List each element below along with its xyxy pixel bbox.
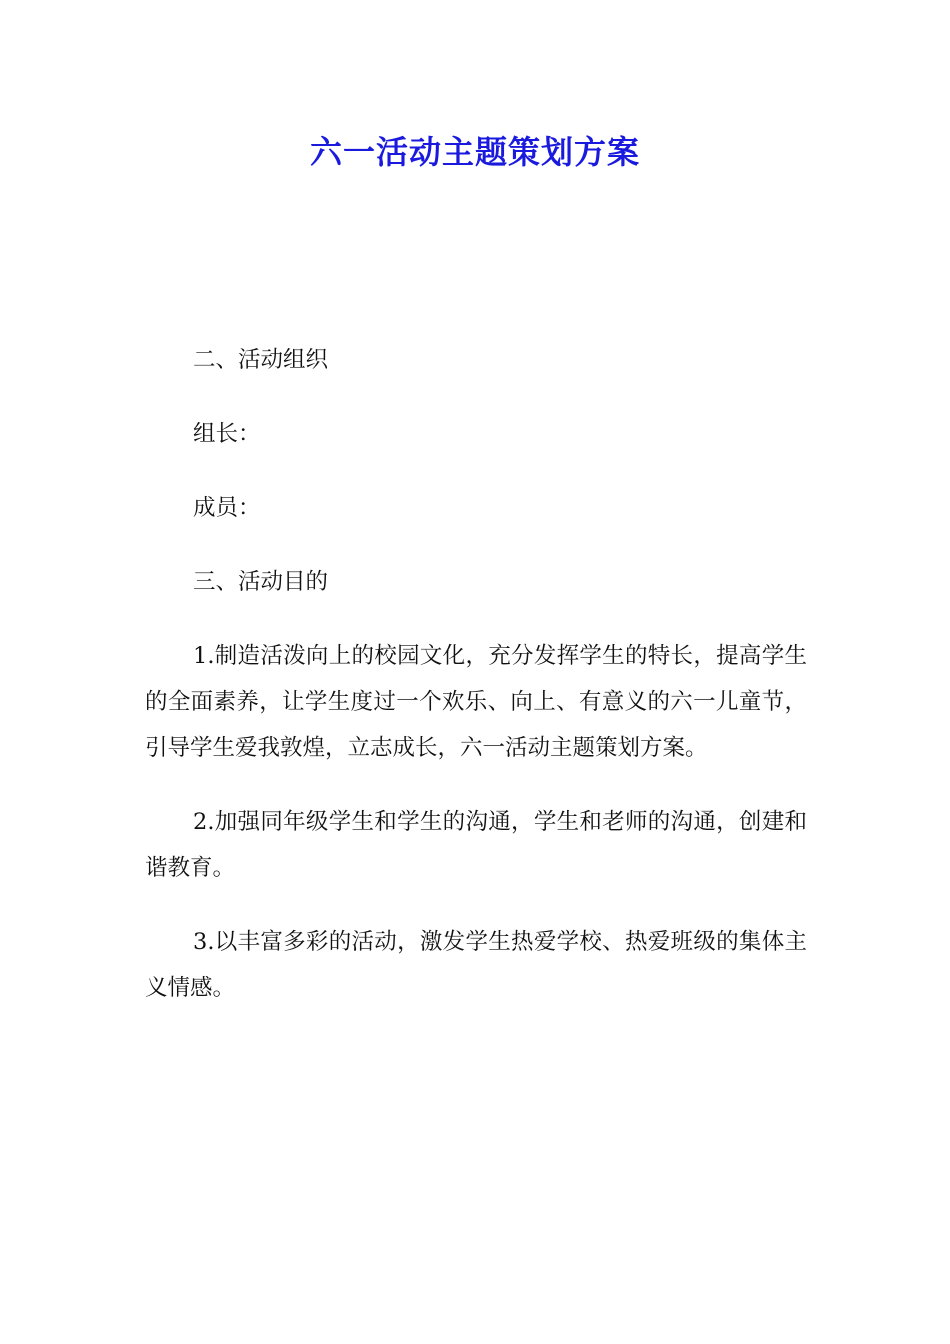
group-leader-line: 组长： <box>193 421 261 447</box>
purpose-item-1: 1.制造活泼向上的校园文化，充分发挥学生的特长，提高学生的全面素养，让学生度过一个欢乐、向上、有意义的六一儿童节，引导学生爱我敦煌，立志成长，六一活动主题策划方案。 <box>145 643 807 761</box>
purpose-item-2: 2.加强同年级学生和学生的沟通，学生和老师的沟通，创建和谐教育。 <box>145 809 807 881</box>
section-heading-organization: 二、活动组织 <box>193 347 329 373</box>
purpose-item-3: 3.以丰富多彩的活动，激发学生热爱学校、热爱班级的集体主义情感。 <box>145 929 807 1001</box>
document-title: 六一活动主题策划方案 <box>309 133 640 171</box>
document-body <box>145 337 807 1039</box>
section-heading-purpose: 三、活动目的 <box>193 569 329 595</box>
members-line: 成员： <box>193 495 261 521</box>
